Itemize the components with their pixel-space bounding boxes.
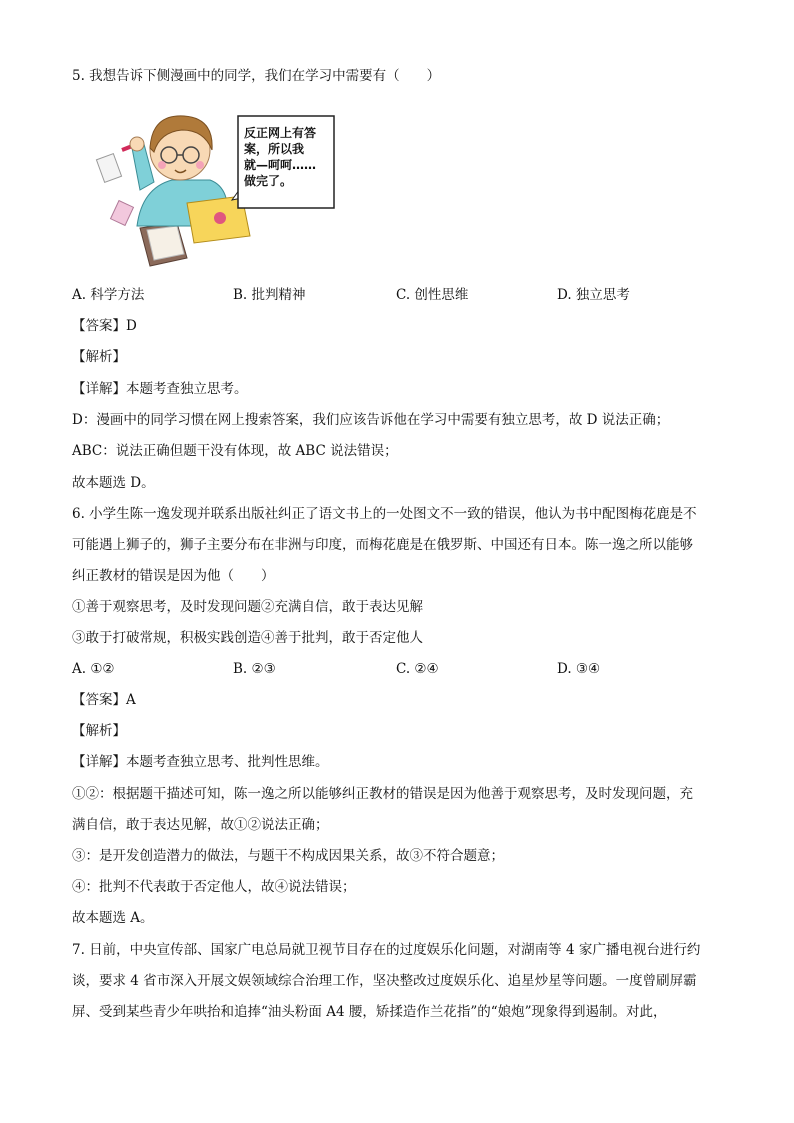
q6-option-d: D. ③④ <box>557 661 601 677</box>
q5-stem: 5. 我想告诉下侧漫画中的同学，我们在学习中需要有（ ） <box>72 68 441 84</box>
q6-detail: 满自信，敢于表达见解，故①②说法正确； <box>72 817 329 833</box>
q5-option-a: A. 科学方法 <box>72 287 145 303</box>
q7-stem: 屏、受到某些青少年哄抬和追捧“油头粉面 A4 腰，矫揉造作兰花指”的“娘炮”现象得到遏制。对此， <box>72 1004 667 1020</box>
q5-detail: 【详解】本题考查独立思考。 <box>72 381 248 397</box>
q6-stem: 6. 小学生陈一逸发现并联系出版社纠正了语文书上的一处图文不一致的错误，他认为书中配图梅花鹿是不 <box>72 506 697 522</box>
q6-stem: 可能遇上狮子的，狮子主要分布在非洲与印度，而梅花鹿是在俄罗斯、中国还有日本。陈一逸之所以能够 <box>72 537 693 553</box>
q6-statement: ①善于观察思考，及时发现问题②充满自信，敢于表达见解 <box>72 599 423 615</box>
q5-detail: D：漫画中的同学习惯在网上搜索答案，我们应该告诉他在学习中需要有独立思考，故 D 说法正确； <box>72 412 670 428</box>
bubble-line: 就—呵呵…… <box>244 158 317 172</box>
q6-answer: 【答案】A <box>72 692 136 708</box>
q6-stem: 纠正教材的错误是因为他（ ） <box>72 568 275 584</box>
q6-analysis-label: 【解析】 <box>72 723 126 739</box>
q5-detail: 故本题选 D。 <box>72 475 155 491</box>
bubble-line: 做完了。 <box>244 174 293 188</box>
q7-stem: 谈，要求 4 省市深入开展文娱领域综合治理工作，坚决整改过度娱乐化、追星炒星等问题。一度曾刷屏霸 <box>72 973 697 989</box>
bubble-line: 反正网上有答 <box>244 126 317 140</box>
q6-detail: 故本题选 A。 <box>72 910 154 926</box>
q5-option-b: B. 批判精神 <box>233 287 306 303</box>
q6-option-c: C. ②④ <box>396 661 439 677</box>
q6-option-a: A. ①② <box>72 661 115 677</box>
q5-option-d: D. 独立思考 <box>557 287 630 303</box>
q6-detail: ①②：根据题干描述可知，陈一逸之所以能够纠正教材的错误是因为他善于观察思考，及时发现问题，充 <box>72 786 693 802</box>
q7-stem: 7. 日前，中央宣传部、国家广电总局就卫视节目存在的过度娱乐化问题，对湖南等 4 家广播电视台进行约 <box>72 942 701 958</box>
q6-option-b: B. ②③ <box>233 661 276 677</box>
q6-detail: ③：是开发创造潜力的做法，与题干不构成因果关系，故③不符合题意； <box>72 848 504 864</box>
q5-detail: ABC：说法正确但题干没有体现，故 ABC 说法错误； <box>72 443 398 459</box>
q6-statement: ③敢于打破常规，积极实践创造④善于批判，敢于否定他人 <box>72 630 423 646</box>
q5-analysis-label: 【解析】 <box>72 349 126 365</box>
speech-bubble-text <box>244 125 330 189</box>
bubble-line: 案，所以我 <box>244 142 305 156</box>
q6-detail: ④：批判不代表敢于否定他人，故④说法错误； <box>72 879 356 895</box>
q5-option-c: C. 创性思维 <box>396 287 469 303</box>
q5-answer: 【答案】D <box>72 318 137 334</box>
q6-detail: 【详解】本题考查独立思考、批判性思维。 <box>72 754 329 770</box>
